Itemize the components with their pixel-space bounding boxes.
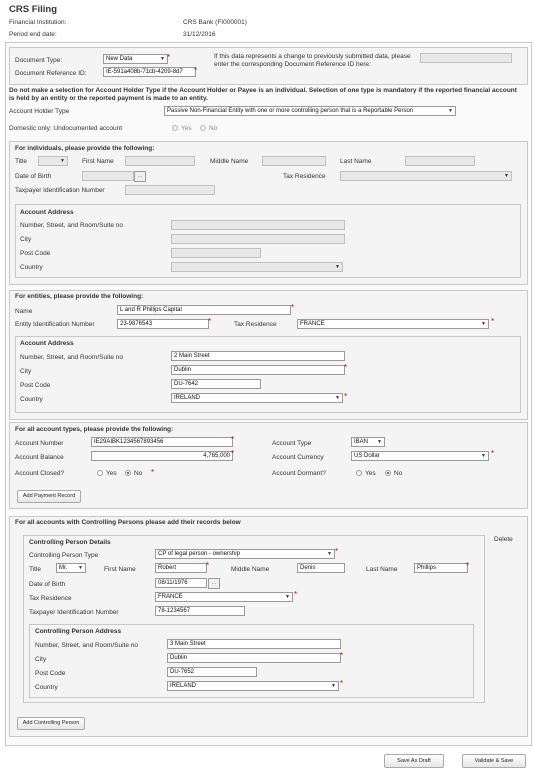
undoc-no-radio[interactable] (200, 125, 206, 131)
acct-closed-label: Account Closed? (15, 470, 65, 477)
cp-middle-label: Middle Name (231, 566, 270, 573)
closed-no-radio[interactable] (125, 470, 131, 476)
cp-dob-label: Date of Birth (29, 581, 66, 588)
cp-title-select[interactable]: Mr. ▼ (56, 563, 86, 573)
ind-middle-label: Middle Name (210, 158, 249, 165)
ind-city-label: City (20, 236, 32, 243)
ind-country-select[interactable] (171, 262, 343, 272)
individuals-heading: For individuals, please provide the following: (15, 145, 155, 152)
cp-taxres-label: Tax Residence (29, 595, 72, 602)
chevron-down-icon: ▼ (377, 439, 382, 445)
dormant-yes-radio[interactable] (356, 470, 362, 476)
ent-city-input[interactable]: Dublin (171, 365, 345, 375)
cp-type-label: Controlling Person Type (29, 552, 99, 559)
undoc-yes-radio[interactable] (172, 125, 178, 131)
validate-save-button[interactable]: Validate & Save (462, 754, 526, 768)
ind-last-input[interactable] (405, 156, 475, 166)
chevron-down-icon: ▼ (504, 173, 509, 179)
calendar-icon[interactable]: … (208, 578, 220, 589)
required-marker: * (491, 317, 495, 326)
chevron-down-icon: ▼ (448, 108, 453, 114)
cp-country-select[interactable]: IRELAND ▼ (167, 681, 339, 691)
change-note: If this data represents a change to previously submitted data, please enter the corresponding Document Reference ID here: (214, 53, 411, 68)
cp-postcode-input[interactable]: DU-7652 (167, 667, 257, 677)
closed-yes-radio[interactable] (97, 470, 103, 476)
add-controlling-person-button[interactable]: Add Controlling Person (17, 717, 85, 730)
ent-country-label: Country (20, 396, 43, 403)
holder-type-select[interactable]: Passive Non-Financial Entity with one or more controlling person that is a Reportable Person ▼ (164, 106, 456, 116)
ent-name-label: Name (15, 308, 33, 315)
holder-type-label: Account Holder Type (9, 108, 70, 115)
calendar-icon[interactable]: … (134, 171, 146, 182)
cp-details-heading: Controlling Person Details (29, 539, 111, 546)
cp-city-input[interactable]: Dublin (167, 653, 341, 663)
cp-street-label: Number, Street, and Room/Suite no (35, 642, 138, 649)
holder-type-warning: Do not make a selection for Account Holder Type if the Account Holder or Payee is an individual. Selection of one type is mandatory if the reported financial account is held by an entity or the reported payment is made to an entity. (9, 87, 517, 102)
ind-middle-input[interactable] (262, 156, 326, 166)
page-title: CRS Filing (9, 4, 58, 15)
required-marker: * (491, 449, 495, 458)
ind-postcode-label: Post Code (20, 250, 51, 257)
undoc-no-label: No (209, 125, 218, 132)
required-marker: * (194, 66, 198, 75)
cp-last-input[interactable]: Phillips (414, 563, 468, 573)
fi-value: CRS Bank (FI000001) (183, 19, 247, 26)
required-marker: * (151, 468, 155, 477)
doc-type-select[interactable]: New Data ▼ (103, 54, 168, 64)
account-heading: For all account types, please provide the following: (15, 426, 174, 433)
acct-currency-label: Account Currency (272, 454, 324, 461)
required-marker: * (208, 317, 212, 326)
cp-address-heading: Controlling Person Address (35, 628, 122, 635)
ind-street-label: Number, Street, and Room/Suite no (20, 222, 123, 229)
ind-postcode-input[interactable] (171, 248, 261, 258)
chevron-down-icon: ▼ (160, 56, 165, 62)
cp-first-input[interactable]: Robert (155, 563, 207, 573)
acct-balance-input[interactable]: 4,765,000 (91, 451, 233, 461)
closed-yes-label: Yes (106, 470, 117, 477)
fi-label: Financial Institution: (9, 19, 67, 26)
undoc-label: Domestic only: Undocumented account (9, 125, 123, 132)
ind-address-heading: Account Address (20, 209, 74, 216)
delete-link[interactable]: Delete (494, 536, 513, 543)
save-as-draft-button[interactable]: Save As Draft (384, 754, 444, 768)
chevron-down-icon: ▼ (481, 453, 486, 459)
acct-type-select[interactable]: IBAN ▼ (351, 437, 385, 447)
ind-dob-input[interactable] (82, 171, 134, 181)
ind-last-label: Last Name (340, 158, 372, 165)
acct-number-input[interactable]: IE29AIBK1234567893456 (91, 437, 233, 447)
cp-middle-input[interactable]: Denis (297, 563, 345, 573)
chevron-down-icon: ▼ (331, 683, 336, 689)
ent-address-heading: Account Address (20, 340, 74, 347)
cp-city-label: City (35, 656, 47, 663)
cp-dob-input[interactable]: 08/11/1976 (155, 578, 207, 588)
ent-name-input[interactable]: L and R Phillips Capital (117, 305, 291, 315)
ind-country-label: Country (20, 264, 43, 271)
doc-type-label: Document Type: (15, 57, 63, 64)
required-marker: * (335, 547, 339, 556)
cp-tin-label: Taxpayer Identification Number (29, 609, 119, 616)
dormant-no-radio[interactable] (385, 470, 391, 476)
acct-type-label: Account Type (272, 440, 312, 447)
chevron-down-icon: ▼ (285, 594, 290, 600)
doc-ref-input[interactable]: IE-591a408b-71cb-4209-8d7 (103, 67, 196, 77)
required-marker: * (340, 679, 344, 688)
ind-taxres-label: Tax Residence (283, 173, 326, 180)
cp-type-select[interactable]: CP of legal person - ownership ▼ (155, 549, 335, 559)
chevron-down-icon: ▼ (78, 565, 83, 571)
chevron-down-icon: ▼ (335, 264, 340, 270)
acct-balance-label: Account Balance (15, 454, 64, 461)
closed-no-label: No (134, 470, 143, 477)
required-marker: * (344, 363, 348, 372)
controlling-heading: For all accounts with Controlling Persons please add their records below (15, 519, 241, 526)
doc-ref-label: Document Reference ID: (15, 70, 87, 77)
ent-eid-input[interactable]: 23-9876543 (117, 319, 209, 329)
cp-title-label: Title (29, 566, 42, 573)
ind-first-label: First Name (82, 158, 114, 165)
dormant-yes-label: Yes (365, 470, 376, 477)
chevron-down-icon: ▼ (327, 551, 332, 557)
ent-taxres-label: Tax Residence (234, 321, 277, 328)
ind-first-input[interactable] (125, 156, 195, 166)
add-payment-record-button[interactable]: Add Payment Record (17, 490, 81, 503)
cp-first-label: First Name (104, 566, 136, 573)
account-panel (9, 422, 528, 509)
ind-street-input[interactable] (171, 220, 345, 230)
chevron-down-icon: ▼ (60, 158, 65, 164)
required-marker: * (294, 590, 298, 599)
ind-tin-input[interactable] (125, 185, 215, 195)
required-marker: * (206, 561, 210, 570)
acct-dormant-label: Account Dormant? (272, 470, 326, 477)
required-marker: * (231, 449, 235, 458)
dormant-no-label: No (394, 470, 403, 477)
required-marker: * (291, 303, 295, 312)
undoc-yes-label: Yes (181, 125, 192, 132)
entities-heading: For entities, please provide the following: (15, 293, 144, 300)
required-marker: * (466, 561, 470, 570)
ent-postcode-label: Post Code (20, 382, 51, 389)
cp-tin-input[interactable]: 78-1234567 (155, 606, 245, 616)
ent-street-label: Number, Street, and Room/Suite no (20, 354, 123, 361)
ind-title-label: Title (15, 158, 28, 165)
ind-taxres-select[interactable] (340, 171, 512, 181)
cp-postcode-label: Post Code (35, 670, 66, 677)
chevron-down-icon: ▼ (335, 395, 340, 401)
ent-eid-label: Entity Identification Number (15, 321, 95, 328)
ind-tin-label: Taxpayer Identification Number (15, 187, 105, 194)
acct-currency-select[interactable]: US Dollar ▼ (351, 451, 489, 461)
ent-street-input[interactable]: 2 Main Street (171, 351, 345, 361)
required-marker: * (344, 392, 348, 401)
required-marker: * (167, 53, 171, 62)
required-marker: * (231, 435, 235, 444)
ent-postcode-input[interactable]: DU-7642 (171, 379, 261, 389)
cp-country-label: Country (35, 684, 58, 691)
cp-last-label: Last Name (366, 566, 398, 573)
required-marker: * (340, 651, 344, 660)
cp-street-input[interactable]: 3 Main Street (167, 639, 341, 649)
ent-taxres-select[interactable]: FRANCE ▼ (297, 319, 489, 329)
ind-city-input[interactable] (171, 234, 345, 244)
ent-city-label: City (20, 368, 32, 375)
period-value: 31/12/2016 (183, 31, 216, 38)
chevron-down-icon: ▼ (481, 321, 486, 327)
acct-number-label: Account Number (15, 440, 64, 447)
ind-title-select[interactable] (38, 156, 68, 166)
ent-country-select[interactable]: IRELAND ▼ (171, 393, 343, 403)
cp-taxres-select[interactable]: FRANCE ▼ (155, 592, 293, 602)
period-label: Period end date: (9, 31, 57, 38)
corr-doc-ref-input[interactable] (420, 53, 512, 63)
ind-dob-label: Date of Birth (15, 173, 52, 180)
